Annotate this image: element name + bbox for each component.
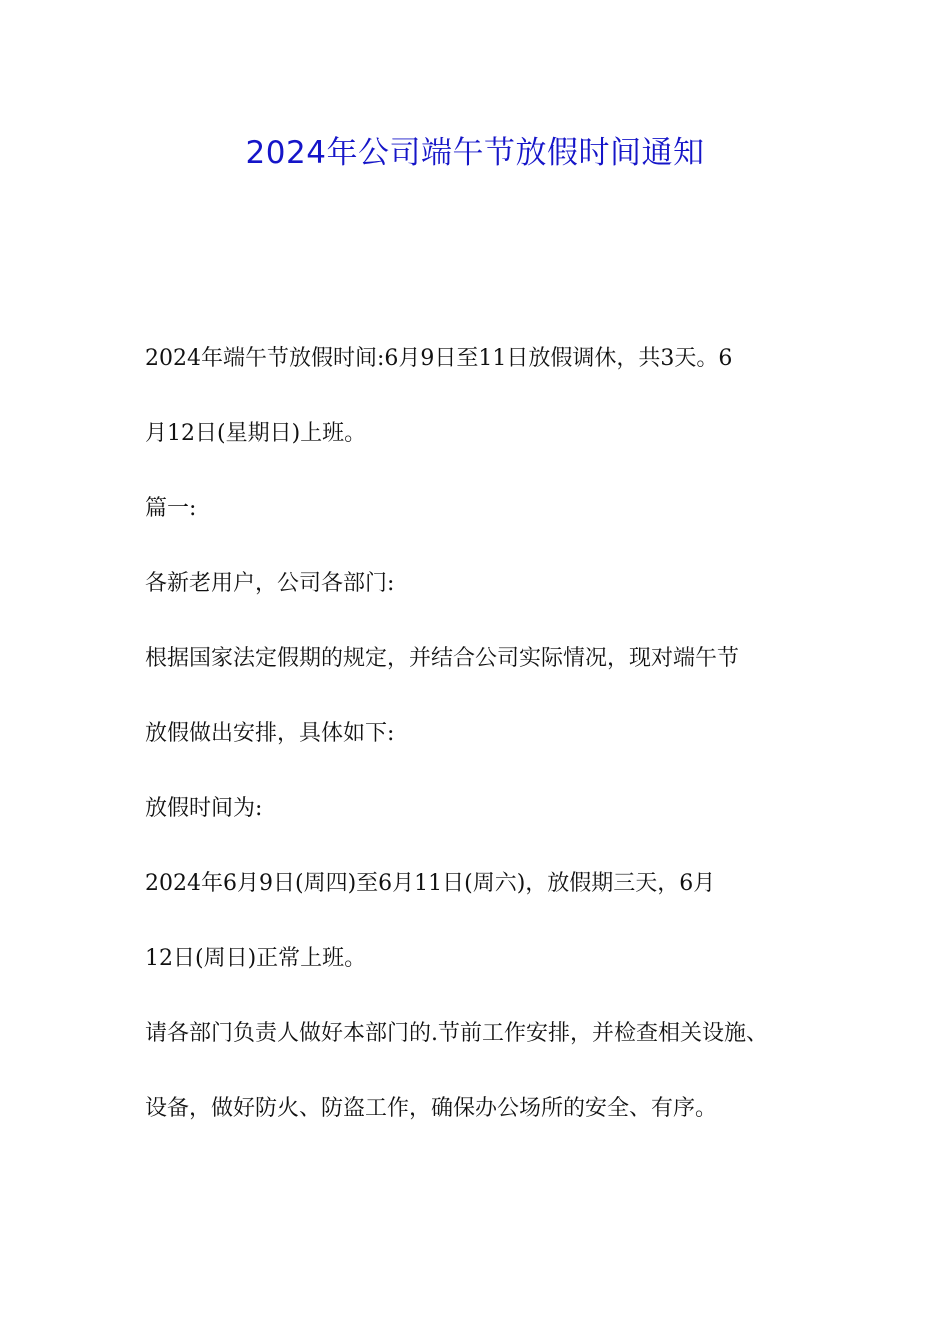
body-line-7: 放假时间为: (145, 796, 263, 821)
body-line-10: 请各部门负责人做好本部门的.节前工作安排，并检查相关设施、 (145, 1021, 768, 1046)
salutation: 各新老用户，公司各部门: (145, 571, 395, 596)
document-title: 2024年公司端午节放假时间通知 (245, 135, 705, 171)
section-heading: 篇一: (145, 496, 197, 521)
body-line-6: 放假做出安排，具体如下: (145, 721, 395, 746)
body-line-5: 根据国家法定假期的规定，并结合公司实际情况，现对端午节 (145, 646, 740, 671)
body-line-8: 2024年6月9日(周四)至6月11日(周六)，放假期三天，6月 (145, 871, 716, 896)
body-line-11: 设备，做好防火、防盗工作，确保办公场所的安全、有序。 (145, 1096, 718, 1121)
body-line-9: 12日(周日)正常上班。 (145, 946, 367, 971)
body-line-1: 2024年端午节放假时间:6月9日至11日放假调休，共3天。6 (145, 346, 733, 371)
body-line-2: 月12日(星期日)上班。 (145, 421, 367, 446)
